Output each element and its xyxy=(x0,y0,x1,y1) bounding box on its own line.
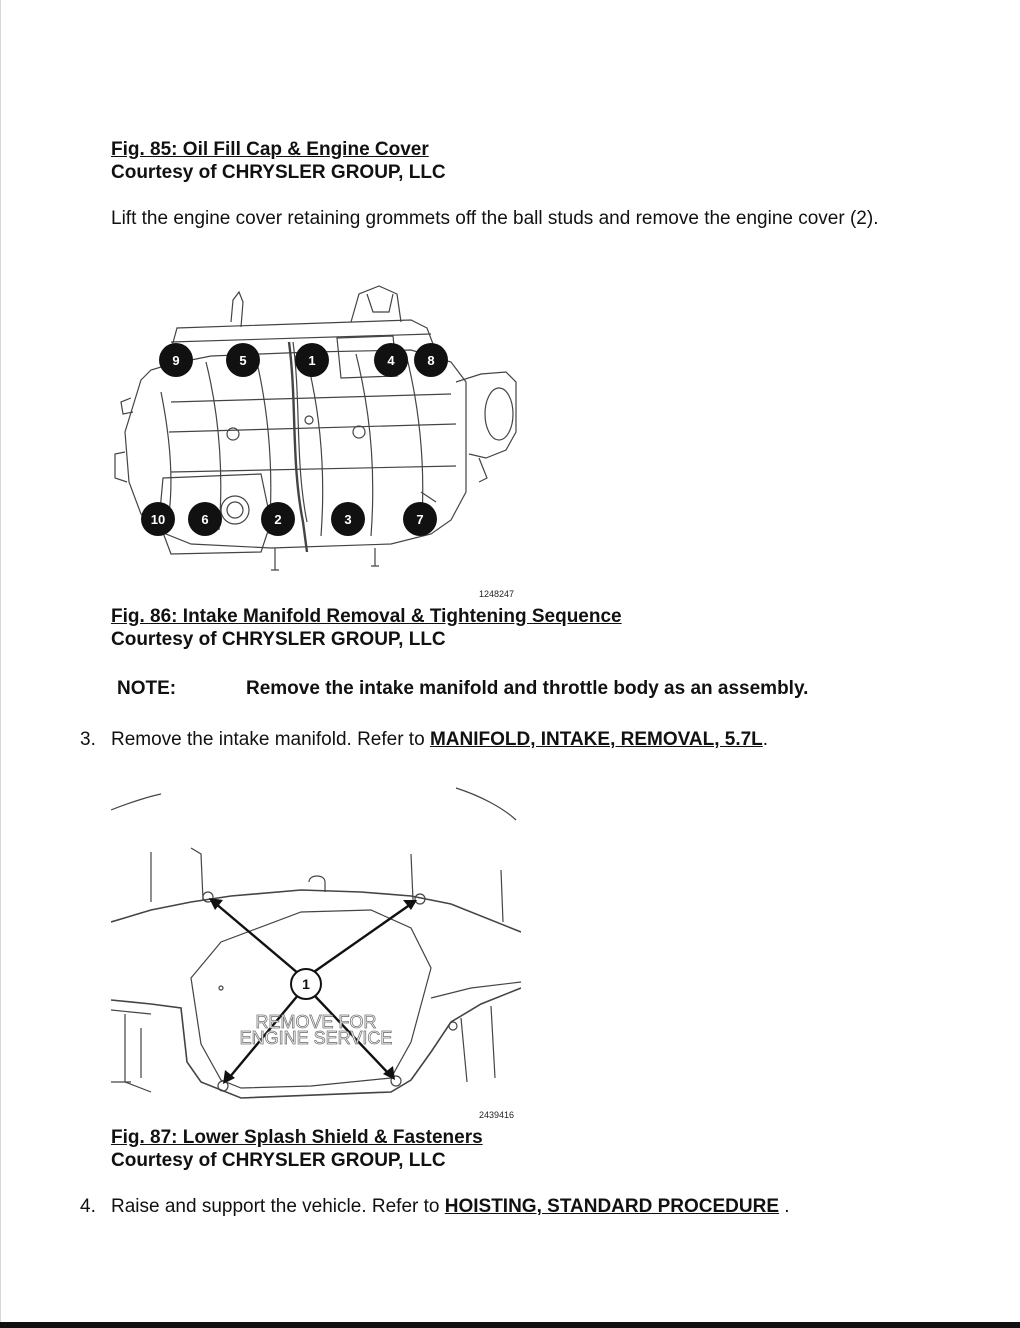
intake-manifold-illustration xyxy=(111,282,531,600)
svg-text:7: 7 xyxy=(416,512,424,527)
svg-text:3: 3 xyxy=(344,512,352,527)
fig87-title: Fig. 87: Lower Splash Shield & Fasteners xyxy=(111,1127,483,1148)
svg-text:9: 9 xyxy=(172,353,180,368)
step-4-text xyxy=(111,1196,790,1218)
svg-text:ENGINE SERVICE: ENGINE SERVICE xyxy=(239,1028,393,1048)
fig86-courtesy: Courtesy of CHRYSLER GROUP, LLC xyxy=(111,629,446,650)
svg-text:6: 6 xyxy=(201,512,209,527)
svg-text:8: 8 xyxy=(427,353,435,368)
fig85-title: Fig. 85: Oil Fill Cap & Engine Cover xyxy=(111,139,429,160)
svg-text:1: 1 xyxy=(308,353,316,368)
step-3-body: Remove the intake manifold. Refer to xyxy=(111,729,430,750)
step-4-suffix: . xyxy=(779,1196,790,1217)
step-3-text xyxy=(111,729,768,751)
svg-text:4: 4 xyxy=(387,353,395,368)
manifold-intake-removal-link[interactable]: MANIFOLD, INTAKE, REMOVAL, 5.7L xyxy=(429,729,763,750)
step-3-number: 3. xyxy=(80,729,96,750)
fig85-courtesy: Courtesy of CHRYSLER GROUP, LLC xyxy=(111,162,446,183)
note-label: NOTE: xyxy=(117,678,177,699)
svg-text:5: 5 xyxy=(239,353,247,368)
step-3-suffix: . xyxy=(762,729,769,750)
fig87-courtesy: Courtesy of CHRYSLER GROUP, LLC xyxy=(111,1150,446,1171)
svg-text:2: 2 xyxy=(274,512,282,527)
engine-cover-instruction: Lift the engine cover retaining grommets off the ball studs and remove the engine cover (2). xyxy=(111,208,879,229)
step-4-body: Raise and support the vehicle. Refer to xyxy=(111,1196,445,1217)
page-bottom-rule xyxy=(0,1322,1020,1328)
splash-shield-illustration xyxy=(111,782,521,1112)
hoisting-standard-procedure-link[interactable]: HOISTING, STANDARD PROCEDURE xyxy=(444,1196,780,1217)
note-text: Remove the intake manifold and throttle body as an assembly. xyxy=(246,678,809,699)
fig87-image-id: 2439416 xyxy=(479,1110,515,1120)
svg-text:10: 10 xyxy=(150,512,166,527)
svg-text:1: 1 xyxy=(302,976,310,992)
fig86-image-id: 1248247 xyxy=(479,589,515,599)
step-4-number: 4. xyxy=(80,1196,96,1217)
page-edge xyxy=(0,0,1,1328)
svg-text:REMOVE FOR: REMOVE FOR xyxy=(255,1012,377,1032)
fig86-title: Fig. 86: Intake Manifold Removal & Tightening Sequence xyxy=(111,606,622,627)
